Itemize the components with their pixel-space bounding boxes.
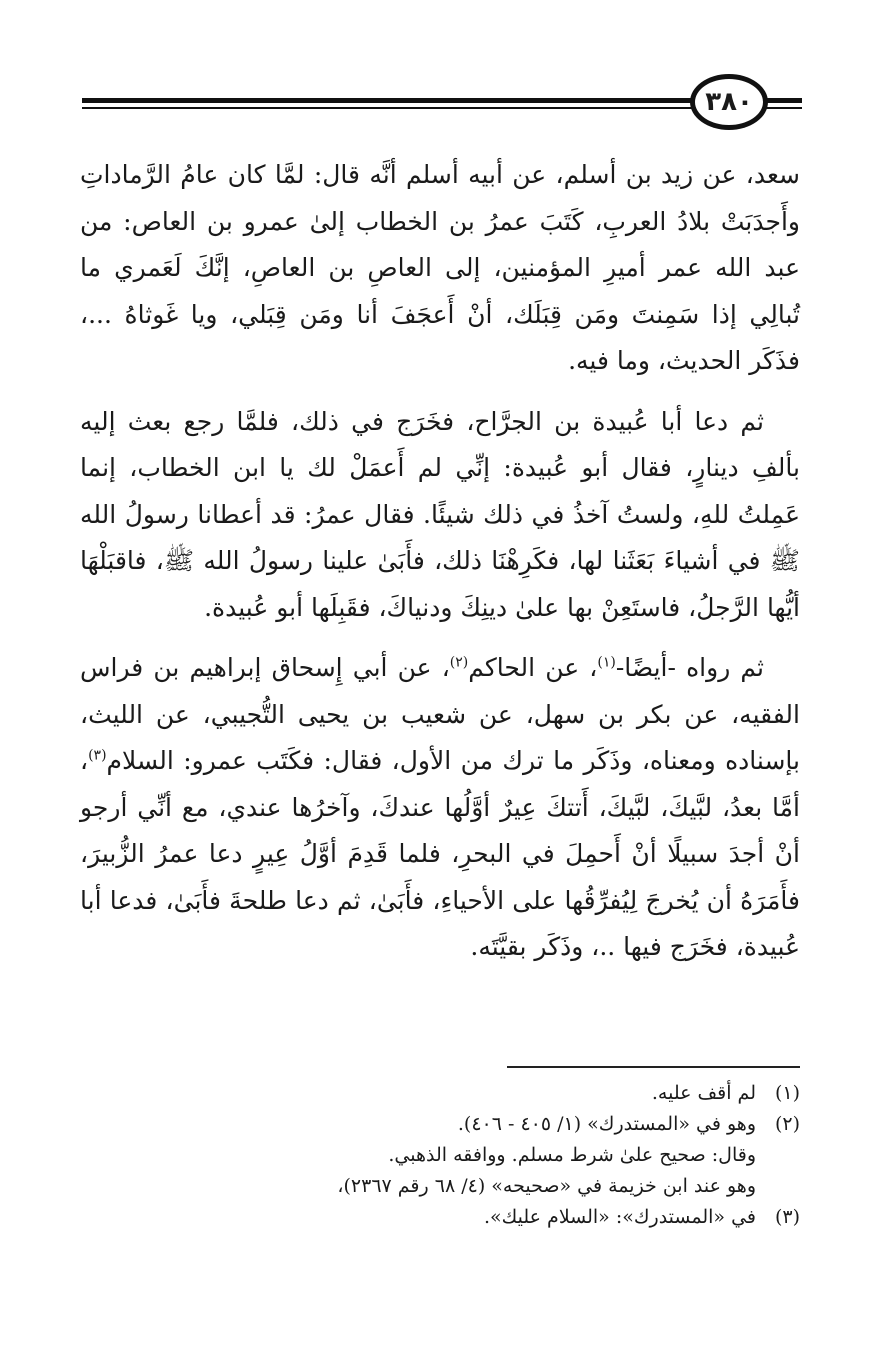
footnote-text: في «المستدرك»: «السلام عليك». [483, 1206, 756, 1228]
footnotes [100, 1078, 800, 1233]
footnote-text: وهو في «المستدرك» (١/ ٤٠٥ - ٤٠٦). [457, 1113, 756, 1135]
paragraph-3-part-3: ، عن أبي إِسحاق إبراهيم بن فراس الفقيه، عن بكر بن سهل، عن شعيب بن يحيى التُّجيبي، عن الليث، بإسناده ومعناه، وذَكَر ما ترك من الأول، فقال: فكَتَب عمرو: السلام [80, 653, 800, 775]
paragraph-3-part-1: ثم رواه -أيضًا- [615, 653, 764, 682]
footnote-separator [507, 1066, 800, 1068]
paragraph-3-part-2: ، عن الحاكم [468, 653, 598, 682]
footnote-number: (١) [774, 1082, 800, 1104]
footnote-ref-1[interactable]: (١) [597, 654, 616, 671]
page-number: ٣٨٠ [690, 74, 768, 130]
footnote-1 [100, 1078, 800, 1109]
footnote-3 [100, 1202, 800, 1233]
footnote-ref-2[interactable]: (٢) [449, 654, 469, 671]
footnote-text: لم أقف عليه. [651, 1082, 756, 1104]
header-rule-thin [82, 107, 692, 109]
footnote-2-continuation: وقال: صحيح علىٰ شرط مسلم. ووافقه الذهبي. [388, 1144, 756, 1166]
footnote-ref-3[interactable]: (٣) [88, 747, 107, 764]
footnote-2 [100, 1109, 800, 1140]
page-header [82, 74, 802, 130]
footnote-2-continuation: وهو عند ابن خزيمة في «صحيحه» (٤/ ٦٨ رقم ٢٣٦٧)، [337, 1175, 756, 1197]
header-rule-right-thick [764, 98, 802, 103]
header-rule-right-thin [764, 107, 802, 109]
paragraph-2: ثم دعا أبا عُبيدة بن الجرَّاح، فخَرَج في ذلك، فلمَّا رجع بعث إليه بألفِ دينارٍ، فقال أبو عُبيدة: إنِّي لم أَعمَلْ لك يا ابن الخطاب، إنما عَمِلتُ للهِ، ولستُ آخذُ في ذلك شيئًا. فقال عمرُ: قد أعطانا رسولُ الله ﷺ في أشياءَ بَعَثَنا لها، فكَرِهْنَا ذلك، فأَبَىٰ علينا رسولُ الله ﷺ، فاقبَلْهَا أيُّها الرَّجلُ، فاستَعِنْ بها علىٰ دينِكَ ودنياكَ، فقَبِلَها أبو عُبيدة. [80, 406, 800, 622]
paragraph-3 [80, 645, 800, 971]
main-text [80, 152, 800, 985]
footnote-number: (٣) [774, 1206, 800, 1228]
paragraph-3-part-4: ، أمَّا بعدُ، لبَّيكَ، لبَّيكَ، أَتتكَ عِيرٌ أوَّلُها عندكَ، وآخرُها عندي، مع أنِّي أرجو أنْ أجدَ سبيلًا أنْ أَحمِلَ في البحرِ، فلما قَدِمَ أوَّلُ عِيرٍ دعا عمرُ الزُّبيرَ، فأَمَرَهُ أن يُخرجَ لِيُفرِّقُها على الأحياءِ، فأَبَىٰ، ثم دعا طلحةَ فأَبَىٰ، فدعا أبا عُبيدة، فخَرَج فيها ..، وذَكَر بقيَّتَه. [80, 746, 800, 961]
paragraph-1: سعد، عن زيد بن أسلم، عن أبيه أسلم أنَّه قال: لمَّا كان عامُ الرَّماداتِ وأَجدَبَتْ بلادُ العربِ، كَتَبَ عمرُ بن الخطاب إلىٰ عمرو بن العاص: من عبد الله عمر أميرِ المؤمنين، إلى العاصِ بن العاصِ، إنَّكَ لَعَمري ما تُبالِي إذا سَمِنتَ ومَن قِبَلَك، أنْ أَعجَفَ أنا ومَن قِبَلي، ويا غَوثاهُ ...، فذَكَر الحديث، وما فيه. [80, 160, 800, 375]
header-rule-thick [82, 98, 692, 103]
footnote-number: (٢) [774, 1113, 800, 1135]
